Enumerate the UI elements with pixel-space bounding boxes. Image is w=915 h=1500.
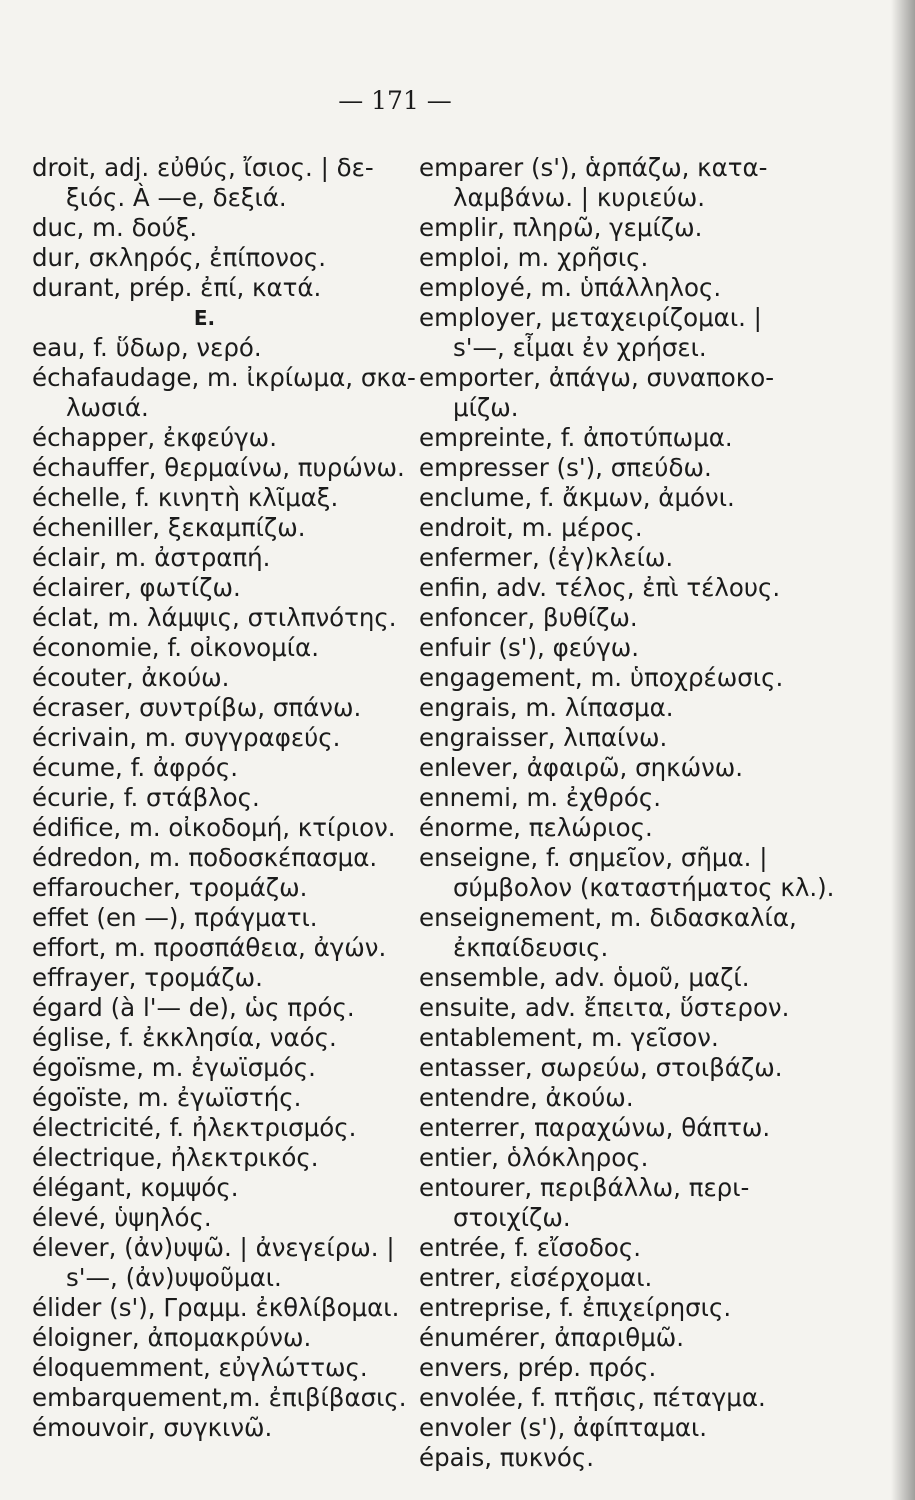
entry-continuation: λωσιά.: [66, 393, 149, 422]
dictionary-entry: élevé, ὑψηλός.: [32, 1203, 212, 1232]
dictionary-entry: échapper, ἐκφεύγω.: [32, 423, 277, 452]
dictionary-entry: entendre, ἀκούω.: [419, 1083, 634, 1112]
dictionary-entry: éclair, m. ἀστραπή.: [32, 543, 271, 572]
dictionary-entry: entasser, σωρεύω, στοιβάζω.: [419, 1053, 783, 1082]
dictionary-entry: écouter, ἀκούω.: [32, 663, 230, 692]
section-heading: E.: [193, 306, 216, 330]
left-column: [32, 153, 416, 1443]
dictionary-entry: écraser, συντρίβω, σπάνω.: [32, 693, 362, 722]
dictionary-entry: engraisser, λιπαίνω.: [419, 723, 668, 752]
dictionary-entry: enseigne, f. σημεῖον, σῆμα. |: [419, 843, 768, 872]
page-edge-shadow: [891, 0, 915, 1500]
dictionary-entry: durant, prép. ἐπί, κατά.: [32, 273, 322, 302]
dictionary-entry: écurie, f. στάβλος.: [32, 783, 260, 812]
dictionary-entry: effet (en —), πράγματι.: [32, 903, 318, 932]
dictionary-entry: envoler (s'), ἀφίπταμαι.: [419, 1413, 708, 1442]
dictionary-entry: égard (à l'— de), ὡς πρός.: [32, 993, 355, 1022]
dictionary-entry: énorme, πελώριος.: [419, 813, 653, 842]
dictionary-entry: enlever, ἀφαιρῶ, σηκώνω.: [419, 753, 744, 782]
dictionary-entry: enseignement, m. διδασκαλία,: [419, 903, 797, 932]
dictionary-entry: échauffer, θερμαίνω, πυρώνω.: [32, 453, 405, 482]
dictionary-entry: ensuite, adv. ἔπειτα, ὕστερον.: [419, 993, 790, 1022]
dictionary-entry: empreinte, f. ἀποτύπωμα.: [419, 423, 733, 452]
entry-continuation: s'—, (ἀν)υψοῦμαι.: [66, 1263, 282, 1292]
dictionary-entry: envolée, f. πτῆσις, πέταγμα.: [419, 1383, 766, 1412]
entry-continuation: ξιός. À —e, δεξιά.: [66, 183, 287, 212]
dictionary-entry: enfin, adv. τέλος, ἐπὶ τέλους.: [419, 573, 781, 602]
entry-continuation: μίζω.: [453, 393, 519, 422]
dictionary-entry: égoïsme, m. ἐγωϊσμός.: [32, 1053, 316, 1082]
dictionary-entry: écheniller, ξεκαμπίζω.: [32, 513, 306, 542]
dictionary-entry: énumérer, ἀπαριθμῶ.: [419, 1323, 685, 1352]
dictionary-entry: écume, f. ἀφρός.: [32, 753, 239, 782]
dictionary-entry: enfuir (s'), φεύγω.: [419, 633, 639, 662]
dictionary-entry: endroit, m. μέρος.: [419, 513, 643, 542]
dictionary-entry: entourer, περιβάλλω, περι-: [419, 1173, 750, 1202]
dictionary-entry: employé, m. ὑπάλληλος.: [419, 273, 722, 302]
dictionary-entry: échafaudage, m. ἰκρίωμα, σκα-: [32, 363, 416, 392]
dictionary-entry: échelle, f. κινητὴ κλῖμαξ.: [32, 483, 339, 512]
dictionary-entry: épais, πυκνός.: [419, 1443, 594, 1472]
dictionary-entry: engrais, m. λίπασμα.: [419, 693, 674, 722]
dictionary-entry: enfoncer, βυθίζω.: [419, 603, 638, 632]
dictionary-entry: église, f. ἐκκλησία, ναός.: [32, 1023, 337, 1052]
dictionary-entry: emporter, ἀπάγω, συναποκο-: [419, 363, 775, 392]
dictionary-entry: emploi, m. χρῆσις.: [419, 243, 649, 272]
dictionary-entry: empresser (s'), σπεύδω.: [419, 453, 712, 482]
dictionary-entry: envers, prép. πρός.: [419, 1353, 657, 1382]
entry-continuation: ἐκπαίδευσις.: [453, 933, 609, 962]
page-number: — 171 —: [338, 86, 452, 115]
dictionary-entry: ennemi, m. ἐχθρός.: [419, 783, 661, 812]
dictionary-entry: entrée, f. εἴσοδος.: [419, 1233, 642, 1262]
dictionary-entry: entablement, m. γεῖσον.: [419, 1023, 719, 1052]
dictionary-entry: dur, σκληρός, ἐπίπονος.: [32, 243, 327, 272]
entry-continuation: στοιχίζω.: [453, 1203, 571, 1232]
dictionary-entry: édredon, m. ποδοσκέπασμα.: [32, 843, 378, 872]
dictionary-entry: emparer (s'), ἁρπάζω, κατα-: [419, 153, 768, 182]
dictionary-entry: égoïste, m. ἐγωϊστής.: [32, 1083, 302, 1112]
dictionary-entry: édifice, m. οἰκοδομή, κτίριον.: [32, 813, 396, 842]
dictionary-entry: économie, f. οἰκονομία.: [32, 633, 319, 662]
dictionary-entry: embarquement,m. ἐπιβίβασις.: [32, 1383, 407, 1412]
dictionary-entry: eau, f. ὕδωρ, νερό.: [32, 333, 262, 362]
dictionary-entry: effort, m. προσπάθεια, ἀγών.: [32, 933, 387, 962]
dictionary-entry: élider (s'), Γραμμ. ἐκθλίβομαι.: [32, 1293, 400, 1322]
dictionary-entry: électrique, ἠλεκτρικός.: [32, 1143, 319, 1172]
dictionary-entry: duc, m. δούξ.: [32, 213, 198, 242]
dictionary-entry: émouvoir, συγκινῶ.: [32, 1413, 273, 1442]
dictionary-entry: droit, adj. εὐθύς, ἴσιος. | δε-: [32, 153, 374, 182]
entry-continuation: σύμβολον (καταστήματος κλ.).: [453, 873, 835, 902]
entry-continuation: s'—, εἶμαι ἐν χρήσει.: [453, 333, 707, 362]
dictionary-entry: entier, ὁλόκληρος.: [419, 1143, 649, 1172]
right-column: [419, 153, 834, 1473]
dictionary-entry: enterrer, παραχώνω, θάπτω.: [419, 1113, 771, 1142]
entry-continuation: λαμβάνω. | κυριεύω.: [453, 183, 706, 212]
dictionary-entry: enclume, f. ἄκμων, ἀμόνι.: [419, 483, 735, 512]
dictionary-entry: ensemble, adv. ὁμοῦ, μαζί.: [419, 963, 750, 992]
dictionary-entry: électricité, f. ἠλεκτρισμός.: [32, 1113, 357, 1142]
dictionary-entry: enfermer, (ἐγ)κλείω.: [419, 543, 674, 572]
dictionary-entry: emplir, πληρῶ, γεμίζω.: [419, 213, 703, 242]
dictionary-entry: entrer, εἰσέρχομαι.: [419, 1263, 653, 1292]
dictionary-entry: éloigner, ἀπομακρύνω.: [32, 1323, 312, 1352]
dictionary-entry: effaroucher, τρομάζω.: [32, 873, 308, 902]
dictionary-entry: employer, μεταχειρίζομαι. |: [419, 303, 762, 332]
dictionary-entry: engagement, m. ὑποχρέωσις.: [419, 663, 784, 692]
dictionary-entry: effrayer, τρομάζω.: [32, 963, 263, 992]
dictionary-entry: éclairer, φωτίζω.: [32, 573, 241, 602]
dictionary-entry: élégant, κομψός.: [32, 1173, 239, 1202]
dictionary-entry: éclat, m. λάμψις, στιλπνότης.: [32, 603, 397, 632]
dictionary-entry: écrivain, m. συγγραφεύς.: [32, 723, 341, 752]
dictionary-entry: éloquemment, εὐγλώττως.: [32, 1353, 368, 1382]
dictionary-entry: entreprise, f. ἐπιχείρησις.: [419, 1293, 732, 1322]
dictionary-entry: élever, (ἀν)υψῶ. | ἀνεγείρω. |: [32, 1233, 395, 1262]
